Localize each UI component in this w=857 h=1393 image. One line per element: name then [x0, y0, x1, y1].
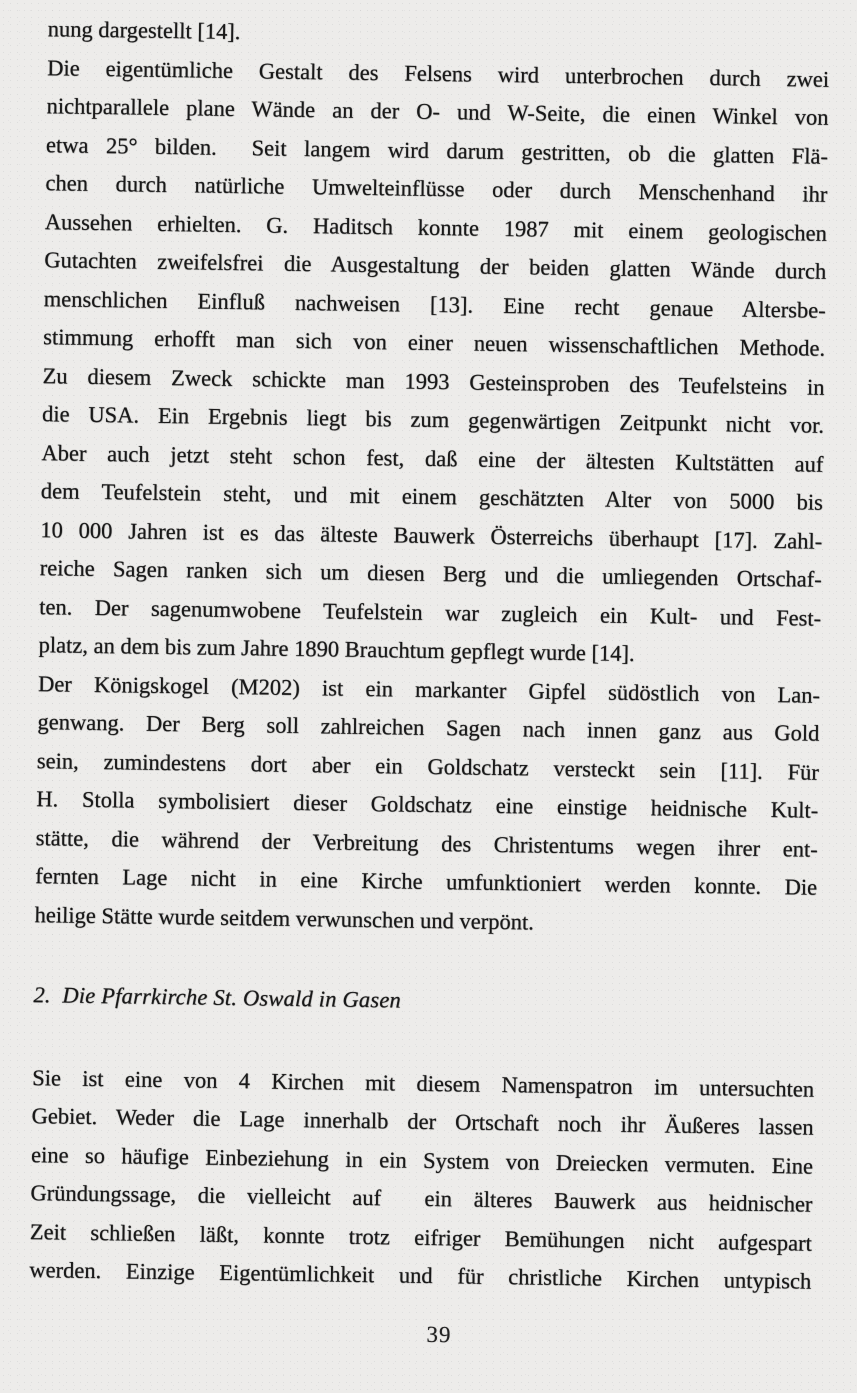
text-line: werden. Einzige Eigentümlichkeit und für christliche Kirchen untypisch	[29, 1257, 812, 1294]
text-line: platz, an dem bis zum Jahre 1890 Brauchtum gepflegt wurde [14].	[38, 632, 635, 666]
section-heading: 2. Die Pfarrkirche St. Oswald in Gasen	[33, 982, 402, 1013]
text-line: heilige Stätte wurde seitdem verwunschen und verpönt.	[34, 901, 535, 935]
text-line: nichtparallele plane Wände an der O- und W-Seite, die einen Winkel von	[46, 93, 829, 130]
text-line: chen durch natürliche Umwelteinflüsse oder durch Menschenhand ihr	[45, 170, 828, 207]
text-line: nung dargestellt [14].	[47, 16, 241, 45]
text-line: Aussehen erhielten. G. Haditsch konnte 1987 mit einem geologischen	[44, 208, 828, 246]
paragraph-teufelstein	[38, 49, 829, 677]
text-line: dem Teufelstein steht, und mit einem geschätzten Alter von 5000 bis	[40, 478, 824, 515]
text-line: etwa 25° bilden. Seit langem wird darum gestritten, ob die glatten Flä-	[45, 131, 829, 169]
text-line: Die eigentümliche Gestalt des Felsens wird unterbrochen durch zwei	[47, 54, 830, 92]
text-line: ten. Der sagenumwobene Teufelstein war zugleich ein Kult- und Fest-	[39, 593, 822, 631]
paragraph-gasen	[29, 1059, 814, 1302]
text-line: fernten Lage nicht in eine Kirche umfunktioniert werden konnte. Die	[35, 863, 818, 900]
text-line: Zu diesem Zweck schickte man 1993 Gesteinsproben des Teufelsteins in	[42, 362, 825, 400]
text-line: menschlichen Einfluß nachweisen [13]. Eine recht genaue Altersbe-	[43, 285, 826, 323]
text-line: Gutachten zweifelsfrei die Ausgestaltung der beiden glatten Wände durch	[44, 247, 827, 284]
text-line: H. Stolla symbolisiert dieser Goldschatz eine einstige heidnische Kult-	[36, 786, 819, 823]
text-line: Der Königskogel (M202) ist ein markanter Gipfel südöstlich von Lan-	[37, 670, 821, 708]
page-number: 39	[426, 1321, 452, 1348]
text-line: eine so häufige Einbeziehung in ein System von Dreiecken vermuten. Eine	[30, 1141, 814, 1179]
text-line: 10 000 Jahren ist es das älteste Bauwerk Österreichs überhaupt [17]. Zahl-	[40, 516, 823, 554]
text-line: sein, zumindestens dort aber ein Goldschatz versteckt sein [11]. Für	[36, 747, 820, 785]
text-block	[29, 10, 830, 1301]
text-line: stätte, die während der Verbreitung des Christentums wegen ihrer ent-	[35, 824, 818, 862]
heading-pfarrkirche-st-oswald	[33, 976, 815, 1026]
text-line: Gebiet. Weder die Lage innerhalb der Ortschaft noch ihr Äußeres lassen	[31, 1103, 814, 1140]
text-line: Zeit schließen läßt, konnte trotz eifriger Bemühungen nicht aufgespart	[29, 1218, 813, 1256]
text-line: Aber auch jetzt steht schon fest, daß eine der ältesten Kultstätten auf	[41, 439, 824, 477]
text-line: die USA. Ein Ergebnis liegt bis zum gegenwärtigen Zeitpunkt nicht vor.	[41, 401, 825, 438]
text-line: stimmung erhofft man sich von einer neuen wissenschaftlichen Methode.	[43, 324, 826, 361]
paragraph-koenigskogel	[34, 665, 820, 946]
text-line: reiche Sagen ranken sich um diesen Berg und die umliegenden Ortschaf-	[39, 555, 822, 592]
text-line: genwang. Der Berg soll zahlreichen Sagen nach innen ganz aus Gold	[37, 709, 820, 746]
text-line: Gründungssage, die vielleicht auf ein älteres Bauwerk aus heidnischer	[30, 1180, 813, 1217]
text-line: Sie ist eine von 4 Kirchen mit diesem Namenspatron im untersuchten	[32, 1064, 815, 1102]
